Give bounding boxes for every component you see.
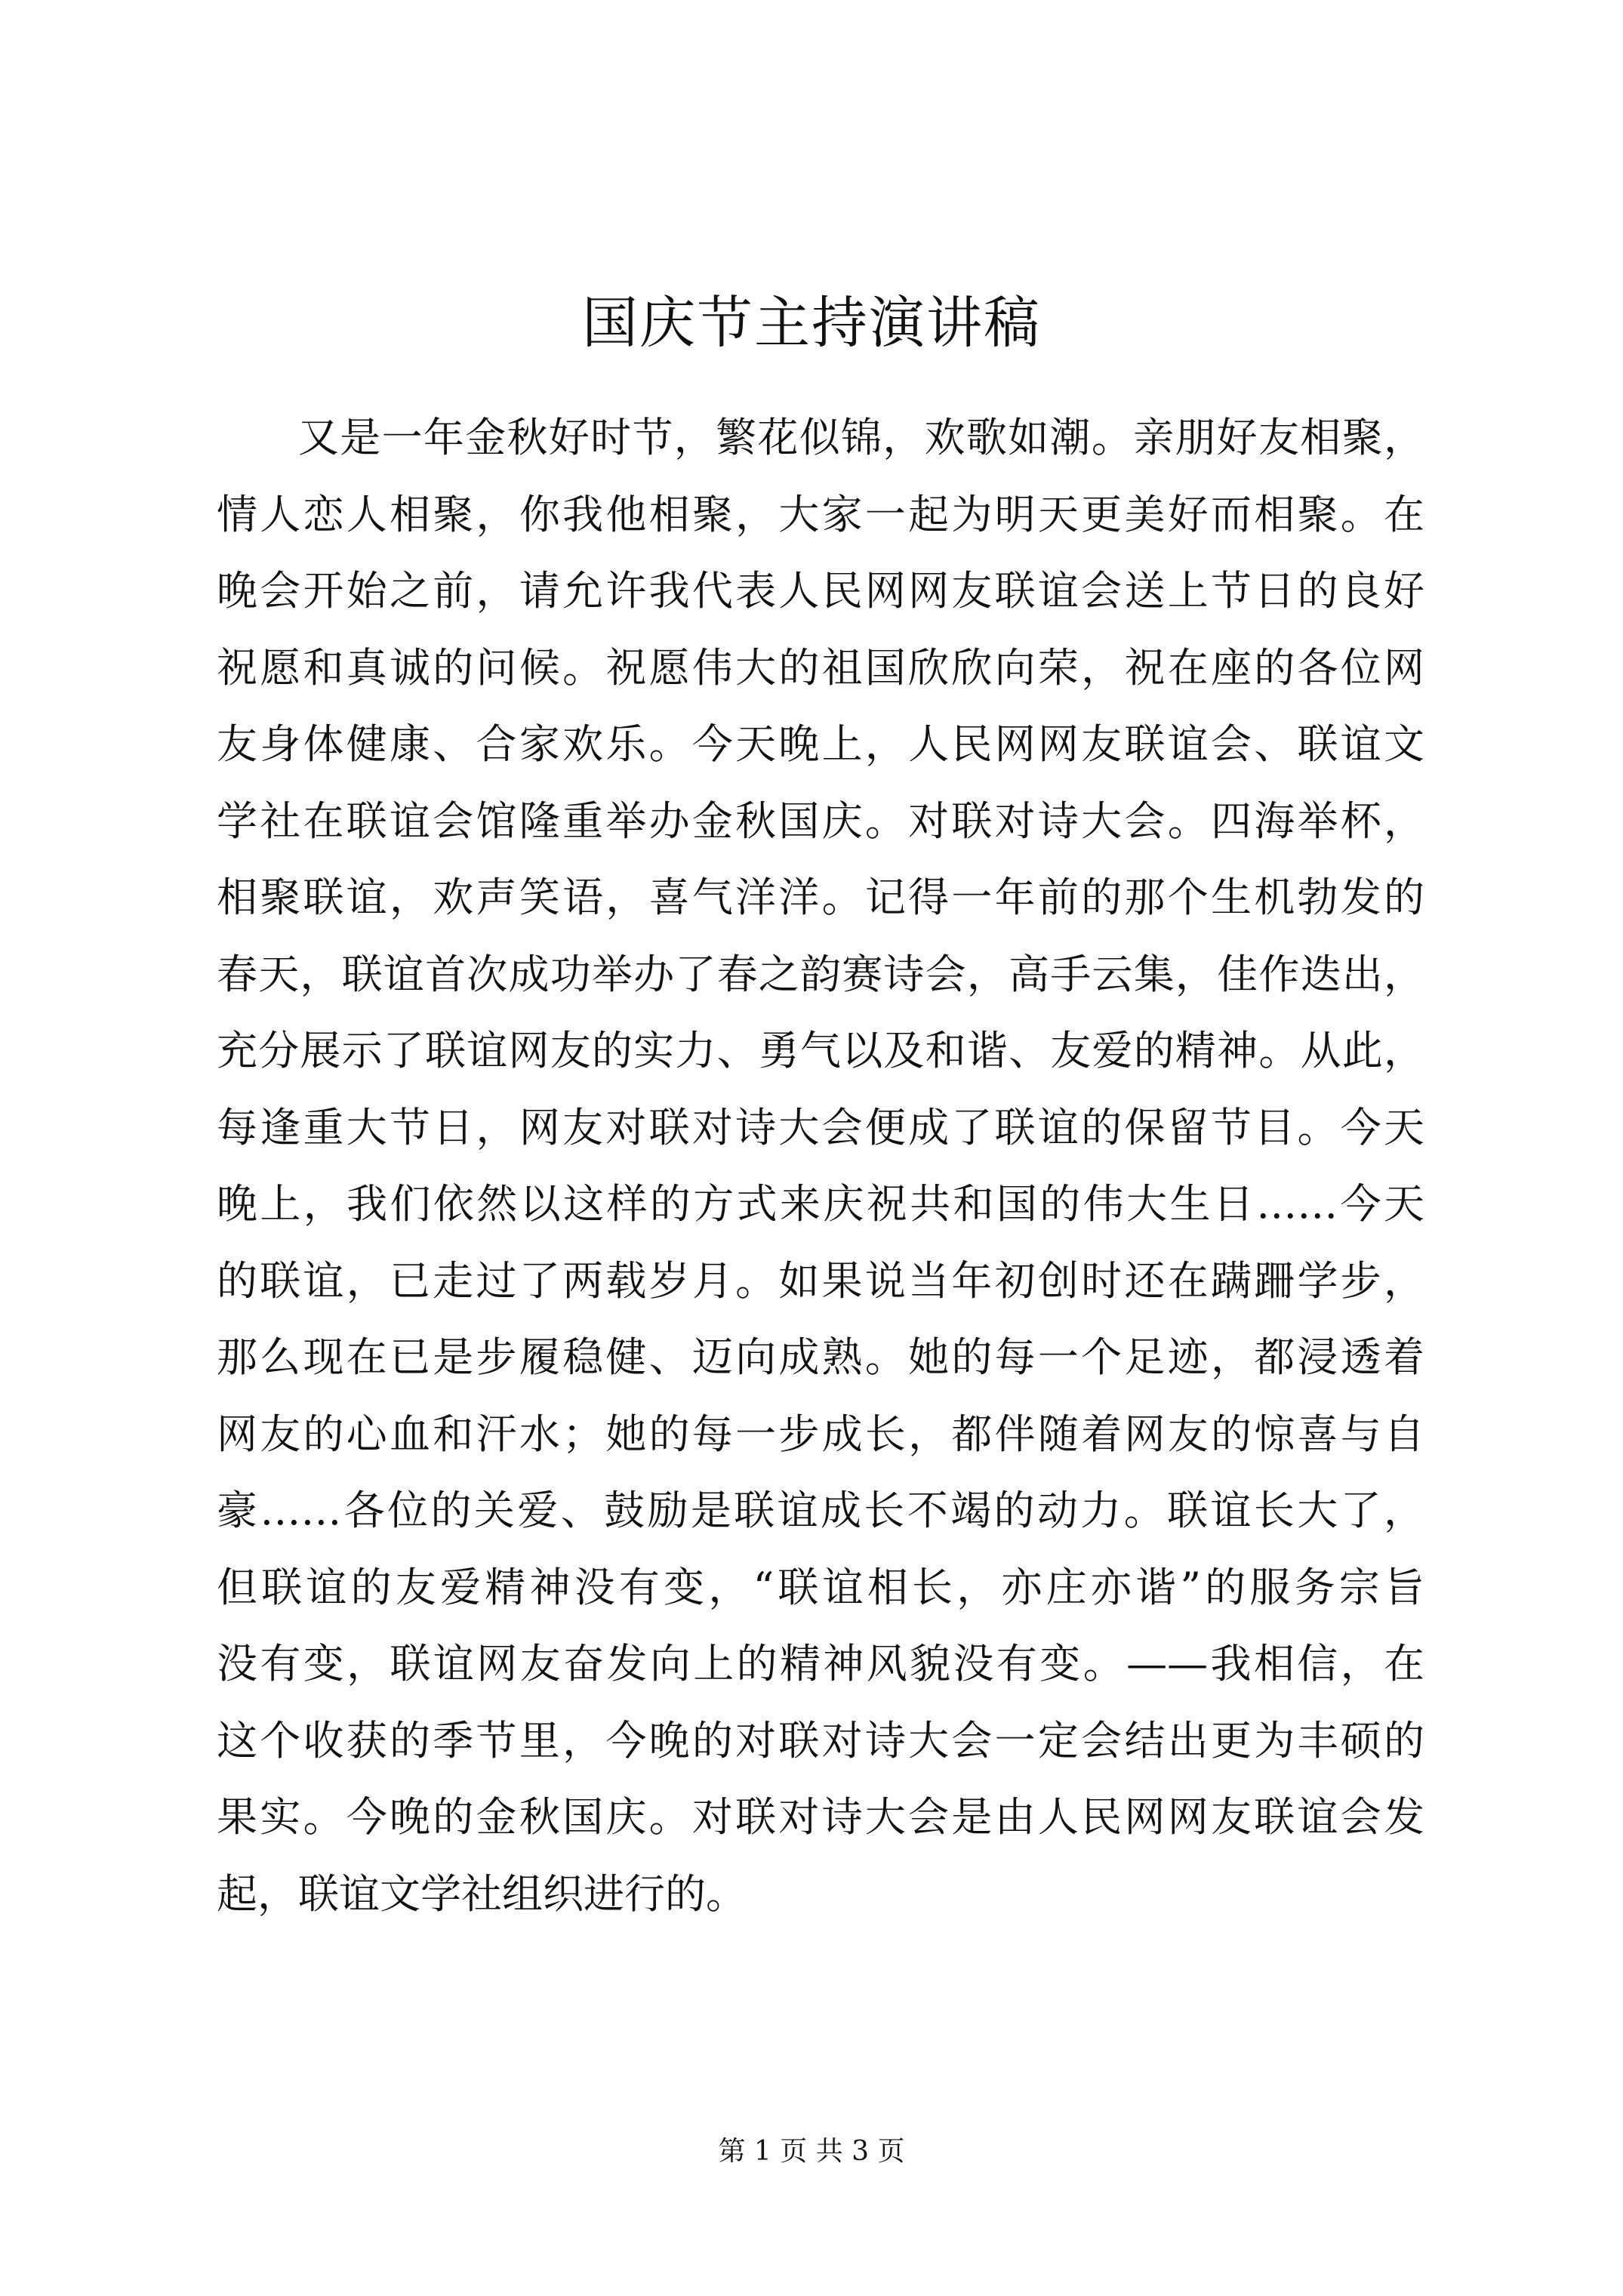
paragraph-line: 没有变，联谊网友奋发向上的精神风貌没有变。——我相信，在 [217, 1640, 1424, 1687]
paragraph-line: 祝愿和真诚的问候。祝愿伟大的祖国欣欣向荣，祝在座的各位网 [217, 643, 1424, 692]
paragraph-line: 豪……各位的关爱、鼓励是联谊成长不竭的动力。联谊长大了， [217, 1487, 1424, 1534]
paragraph-line: 网友的心血和汗水；她的每一步成长，都伴随着网友的惊喜与自 [217, 1410, 1424, 1458]
paragraph-line: 友身体健康、合家欢乐。今天晚上，人民网网友联谊会、联谊文 [217, 720, 1424, 768]
paragraph-line: 起，联谊文学社组织进行的。 [217, 1869, 747, 1918]
paragraph-line: 情人恋人相聚，你我他相聚，大家一起为明天更美好而相聚。在 [217, 490, 1424, 538]
paragraph-line: 晚会开始之前，请允许我代表人民网网友联谊会送上节日的良好 [217, 567, 1424, 615]
paragraph-line: 那么现在已是步履稳健、迈向成熟。她的每一个足迹，都浸透着 [217, 1333, 1424, 1381]
paragraph-line: 但联谊的友爱精神没有变，“联谊相长，亦庄亦谐”的服务宗旨 [217, 1563, 1424, 1611]
document-body [217, 399, 1424, 1932]
paragraph-line: 又是一年金秋好时节，繁花似锦，欢歌如潮。亲朋好友相聚， [298, 414, 1424, 461]
document-title: 国庆节主持演讲稿 [582, 291, 1041, 356]
paragraph-line: 春天，联谊首次成功举办了春之韵赛诗会，高手云集，佳作迭出， [217, 950, 1424, 998]
paragraph-line: 每逢重大节日，网友对联对诗大会便成了联谊的保留节目。今天 [217, 1103, 1424, 1151]
page-number-footer: 第 1 页 共 3 页 [718, 2136, 905, 2167]
paragraph-line: 学社在联谊会馆隆重举办金秋国庆。对联对诗大会。四海举杯， [217, 797, 1424, 845]
paragraph-line: 的联谊，已走过了两载岁月。如果说当年初创时还在蹒跚学步， [217, 1256, 1424, 1305]
paragraph-line: 果实。今晚的金秋国庆。对联对诗大会是由人民网网友联谊会发 [217, 1793, 1424, 1841]
paragraph-line: 充分展示了联谊网友的实力、勇气以及和谐、友爱的精神。从此， [217, 1027, 1424, 1074]
paragraph-line: 这个收获的季节里，今晚的对联对诗大会一定会结出更为丰硕的 [217, 1716, 1424, 1764]
paragraph-line: 晚上，我们依然以这样的方式来庆祝共和国的伟大生日……今天 [217, 1180, 1424, 1228]
paragraph-line: 相聚联谊，欢声笑语，喜气洋洋。记得一年前的那个生机勃发的 [217, 874, 1424, 921]
